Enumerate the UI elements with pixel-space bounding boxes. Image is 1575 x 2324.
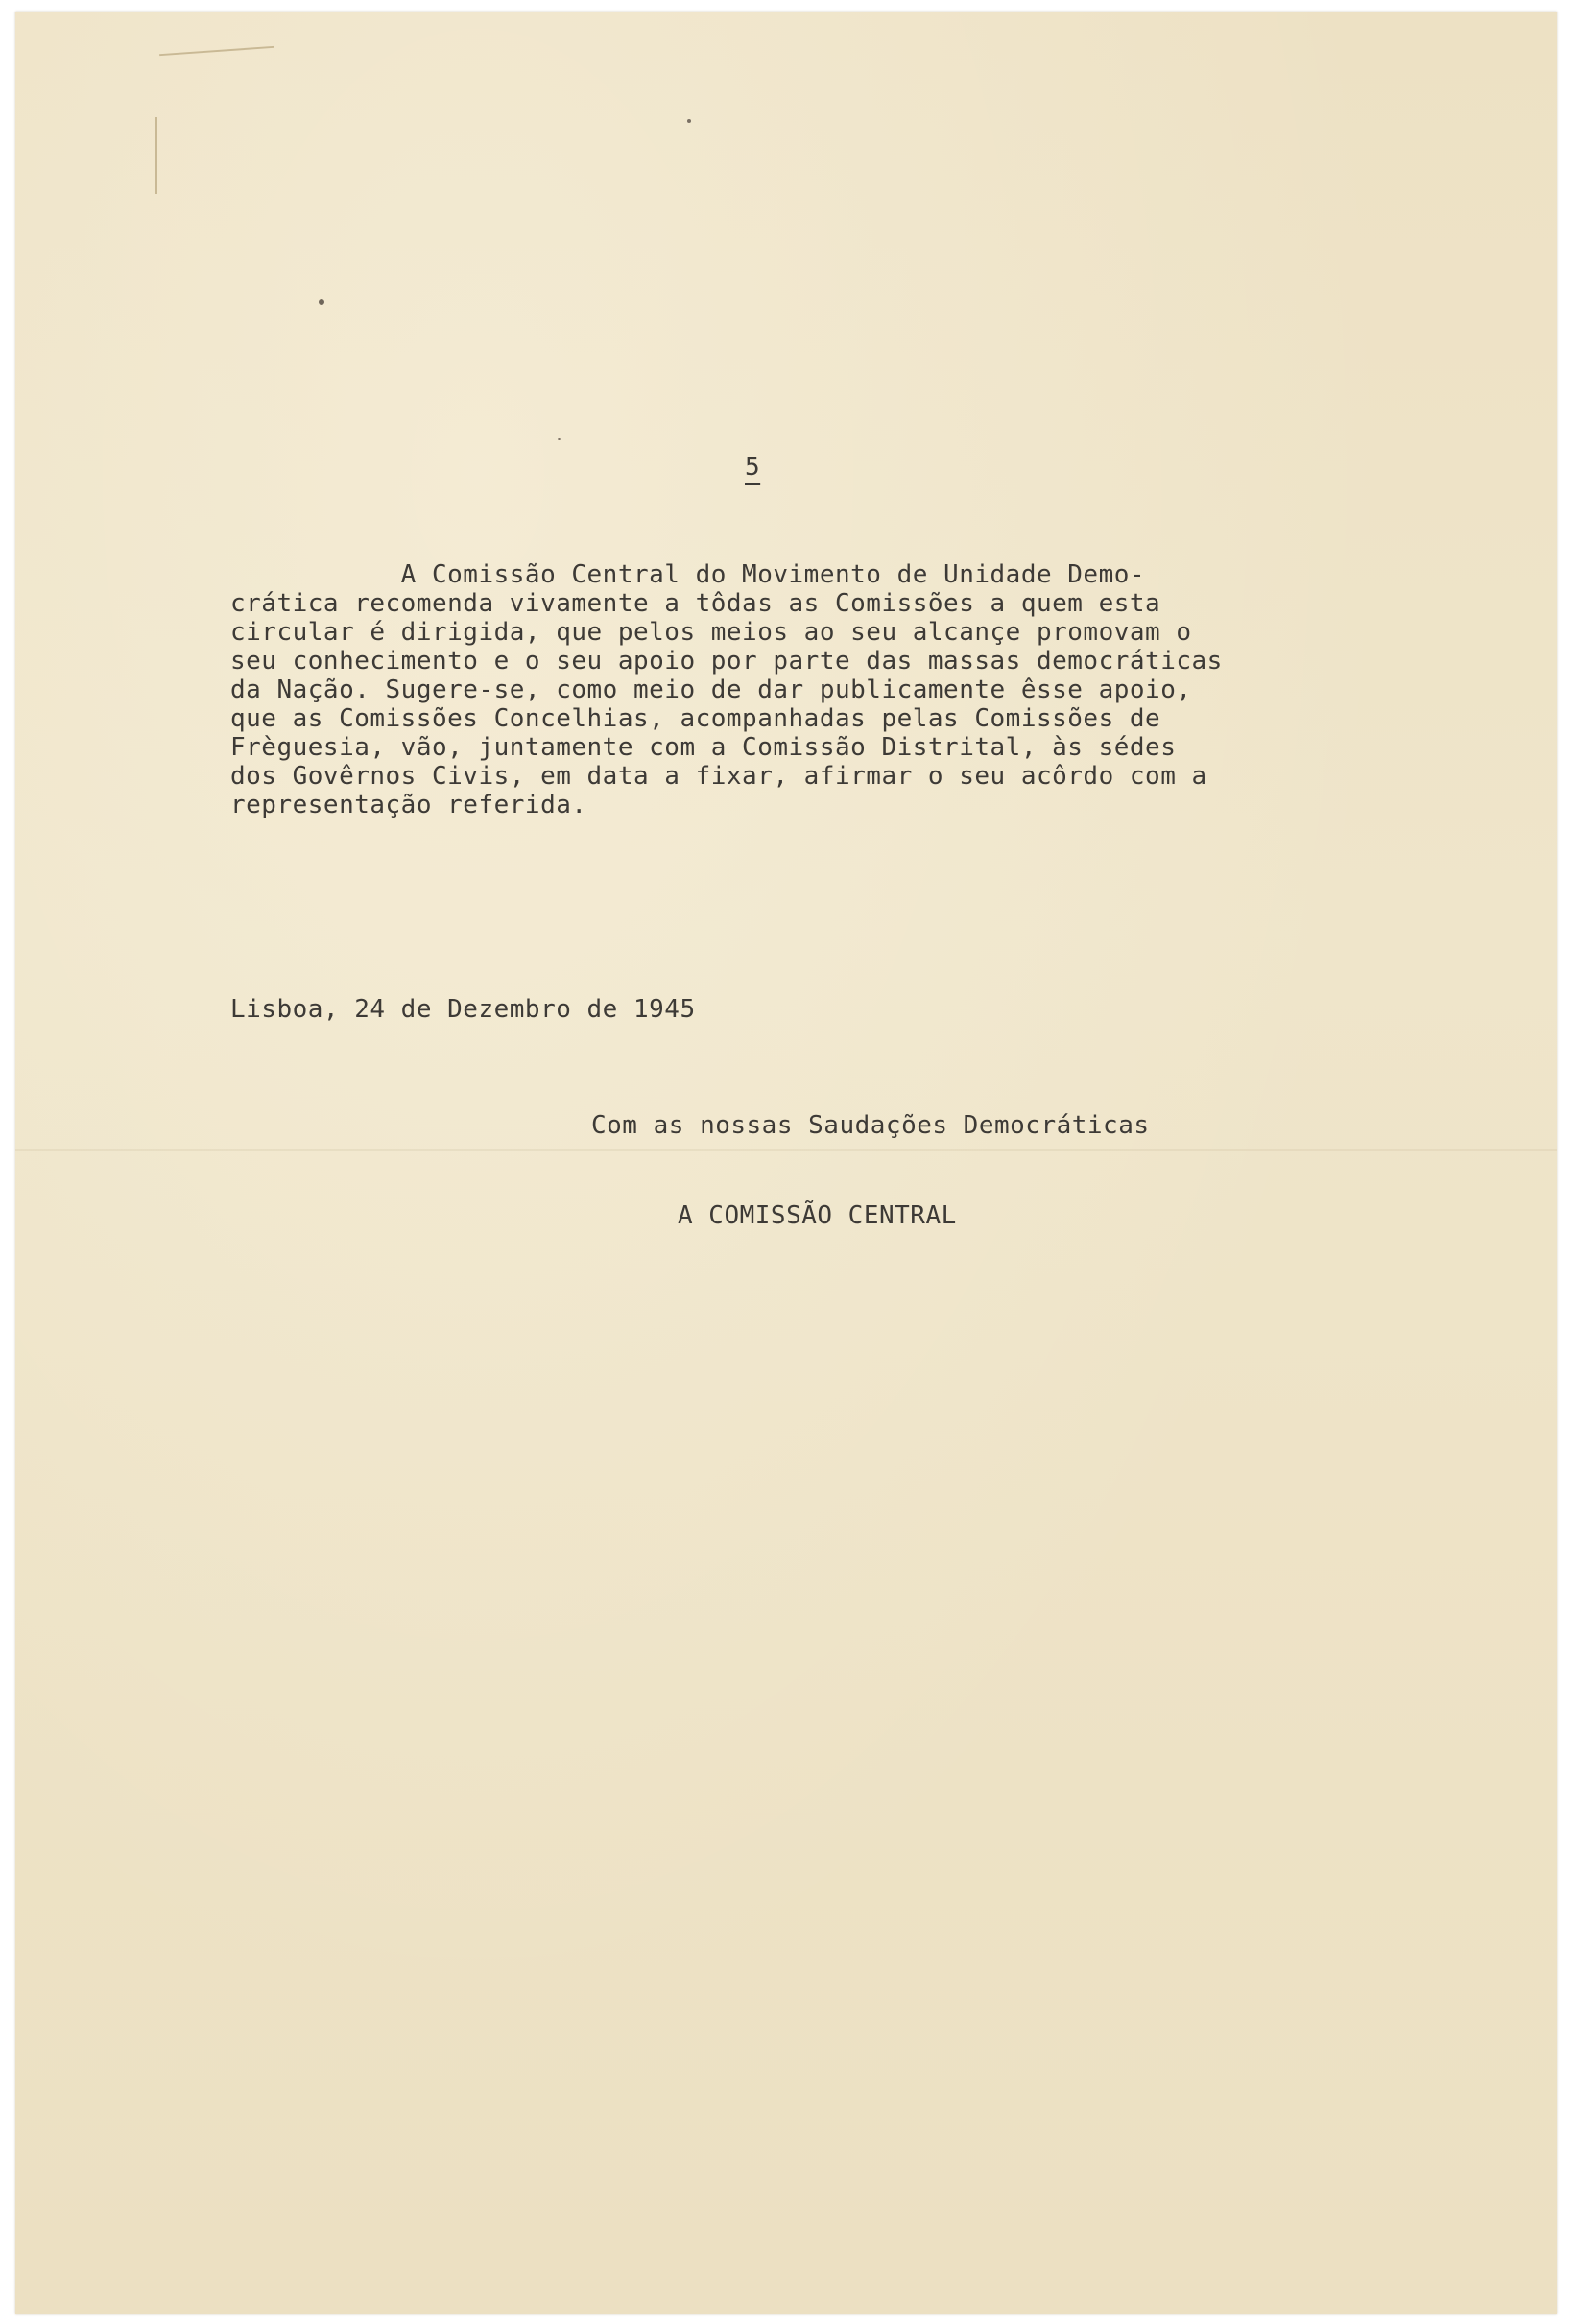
body-line: seu conhecimento e o seu apoio por parte das massas democráticas: [230, 647, 1223, 676]
paper-speck: [159, 46, 274, 56]
paper-fold-crease: [15, 1149, 1557, 1151]
body-line: que as Comissões Concelhias, acompanhadas pelas Comissões de: [230, 704, 1161, 733]
paper-speck: [155, 117, 157, 194]
body-line: A Comissão Central do Movimento de Unidade Demo-: [230, 560, 1146, 589]
paper-sheet: [15, 12, 1557, 2314]
paper-speck: [319, 299, 324, 305]
paper-speck: [687, 119, 691, 123]
paper-speck: [558, 438, 561, 440]
body-line: da Nação. Sugere-se, como meio de dar publicamente êsse apoio,: [230, 676, 1192, 704]
signature-block: A COMISSÃO CENTRAL: [678, 1201, 957, 1230]
body-line: dos Govêrnos Civis, em data a fixar, afirmar o seu acôrdo com a: [230, 762, 1207, 791]
page-number: 5: [745, 453, 761, 482]
body-line: crática recomenda vivamente a tôdas as Comissões a quem esta: [230, 589, 1161, 618]
date-line: Lisboa, 24 de Dezembro de 1945: [230, 995, 696, 1024]
body-line: Frèguesia, vão, juntamente com a Comissão Distrital, às sédes: [230, 733, 1177, 762]
closing-salutation: Com as nossas Saudações Democráticas: [591, 1111, 1150, 1140]
body-line: representação referida.: [230, 791, 587, 819]
body-line: circular é dirigida, que pelos meios ao seu alcançe promovam o: [230, 618, 1192, 647]
